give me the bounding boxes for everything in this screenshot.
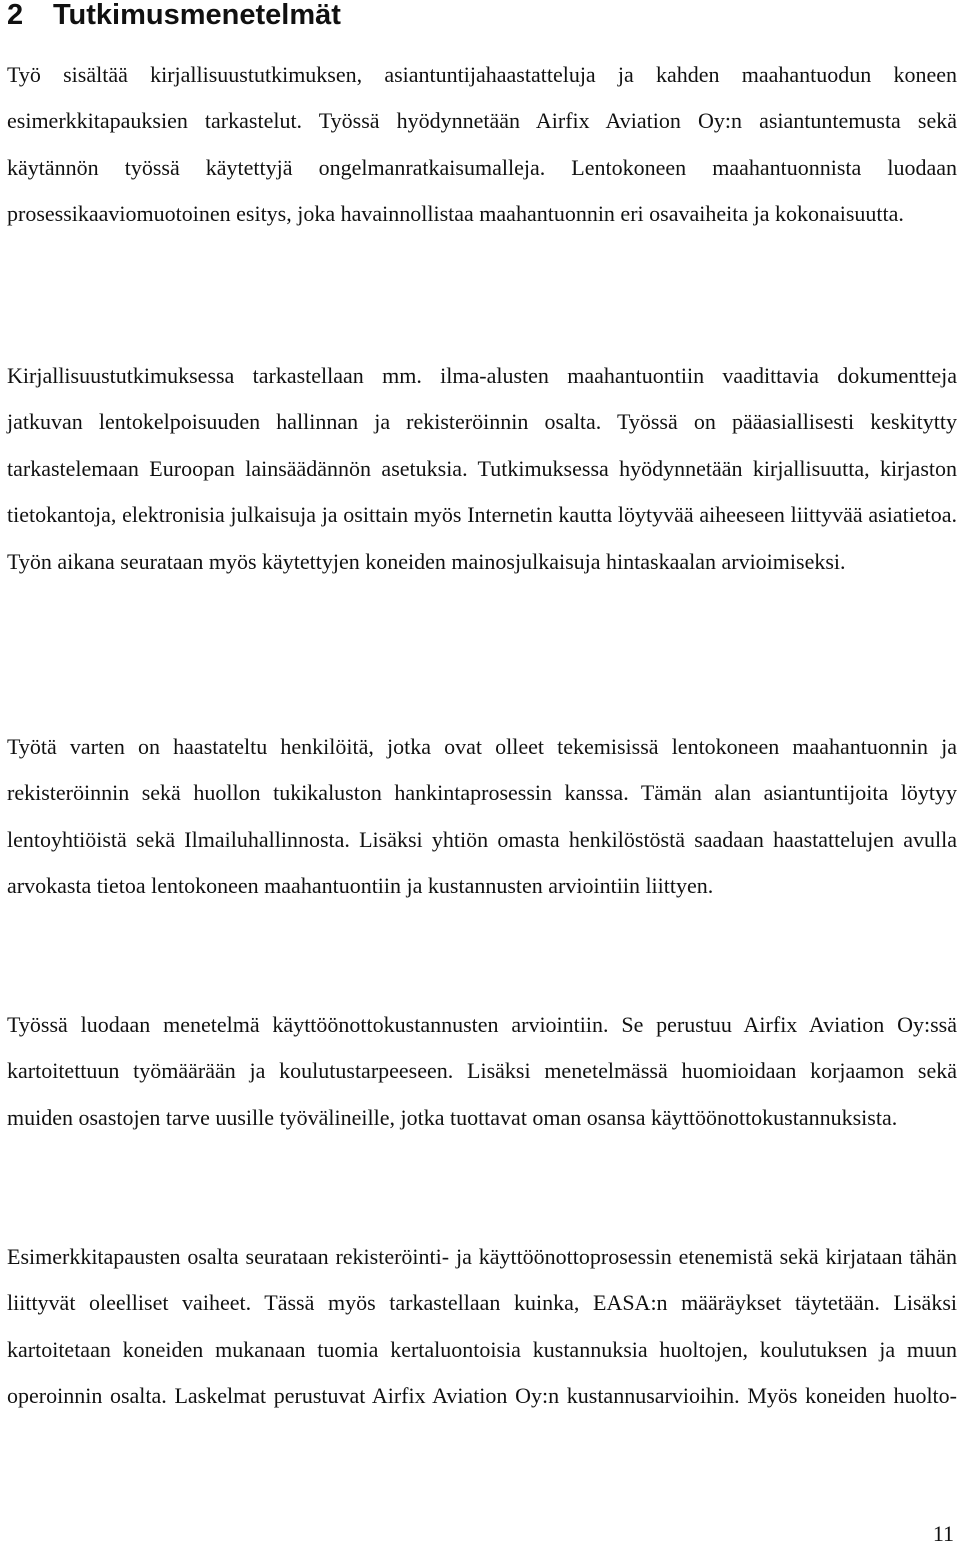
- paragraph-cost-method: Työssä luodaan menetelmä käyttöönottokustannusten arviointiin. Se perustuu Airfix Aviation Oy:ssä kartoitettuun työmäärään ja koulutustarpeeseen. Lisäksi menetelmässä huomioidaan korjaamon sekä muiden osastojen tarve uusille työvälineille, jotka tuottavat oman osansa käyttöönottokustannuksista.: [7, 1012, 957, 1130]
- document-page: [7, 0, 957, 1409]
- paragraph-interviews: Työtä varten on haastateltu henkilöitä, jotka ovat olleet tekemisissä lentokoneen maahantuonnin ja rekisteröinnin sekä huollon tukikaluston hankintaprosessin kanssa. Tämän alan asiantuntijoita löytyy lentoyhtiöistä sekä Ilmailuhallinnosta. Lisäksi yhtiön omasta henkilöstöstä saadaan haastattelujen avulla arvokasta tietoa lentokoneen maahantuontiin ja kustannusten arviointiin liittyen.: [7, 734, 957, 899]
- section-number: 2: [7, 0, 24, 31]
- section-heading: [7, 0, 957, 32]
- paragraph-literature-review: Kirjallisuustutkimuksessa tarkastellaan mm. ilma-alusten maahantuontiin vaadittavia dokumentteja jatkuvan lentokelpoisuuden hallinnan ja rekisteröinnin osalta. Työssä on pääasiallisesti keskitytty tarkastelemaan Euroopan lainsäädännön asetuksia. Tutkimuksessa hyödynnetään kirjallisuutta, kirjaston tietokantoja, elektronisia julkaisuja ja osittain myös Internetin kautta löytyvää aiheeseen liittyvää asiatietoa. Työn aikana seurataan myös käytettyjen koneiden mainosjulkaisuja hintaskaalan arvioimiseksi.: [7, 363, 957, 574]
- paragraph-example-cases: Esimerkkitapausten osalta seurataan rekisteröinti- ja käyttöönottoprosessin etenemistä sekä kirjataan tähän liittyvät oleelliset vaiheet. Tässä myös tarkastellaan kuinka, EASA:n määräykset täytetään. Lisäksi kartoitetaan koneiden mukanaan tuomia kertaluontoisia kustannuksia huoltojen, koulutuksen ja muun operoinnin osalta. Laskelmat perustuvat Airfix Aviation Oy:n kustannusarvioihin. Myös koneiden huolto-: [7, 1244, 957, 1409]
- section-title: Tutkimusmenetelmät: [53, 0, 341, 31]
- paragraph-methods-overview: Työ sisältää kirjallisuustutkimuksen, asiantuntijahaastatteluja ja kahden maahantuodun koneen esimerkkitapauksien tarkastelut. Työssä hyödynnetään Airfix Aviation Oy:n asiantuntemusta sekä käytännön työssä käytettyjä ongelmanratkaisumalleja. Lentokoneen maahantuonnista luodaan prosessikaaviomuotoinen esitys, joka havainnollistaa maahantuonnin eri osavaiheita ja kokonaisuutta.: [7, 62, 957, 227]
- page-number: 11: [932, 1521, 954, 1546]
